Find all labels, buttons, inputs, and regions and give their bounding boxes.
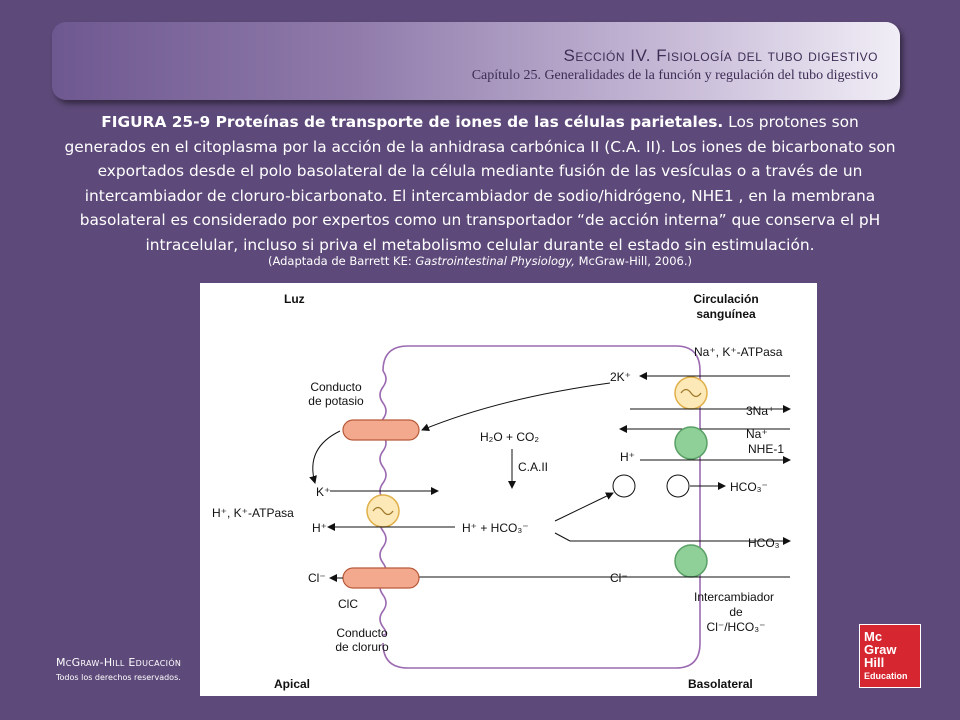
section-title: Sección IV. Fisiología del tubo digestivo <box>563 46 878 65</box>
logo-line-2: Graw <box>864 642 897 657</box>
figure-source <box>62 254 898 268</box>
to-vesicle-arrow <box>555 493 613 521</box>
h2o-co2-label: H₂O + CO₂ <box>480 430 539 444</box>
basolateral-label: Basolateral <box>688 677 753 691</box>
circulation-label-2: sanguínea <box>696 307 756 321</box>
nhe1-exchanger <box>675 427 707 459</box>
hco3-upper-label: HCO₃⁻ <box>730 480 768 494</box>
ca-ii-label: C.A.II <box>518 460 549 474</box>
source-suffix: McGraw-Hill, 2006.) <box>574 254 693 268</box>
publisher-name: McGraw-Hill Educación <box>56 656 182 669</box>
apical-label: Apical <box>274 677 311 691</box>
chapter-title: Capítulo 25. Generalidades de la función y regulación del tubo digestivo <box>471 68 878 83</box>
logo-line-1: Mc <box>864 629 883 644</box>
mcgraw-hill-logo <box>859 624 921 688</box>
cl-channel-label-2: de cloruro <box>335 640 389 654</box>
header-banner <box>52 22 900 100</box>
parietal-cell-diagram <box>200 283 817 696</box>
k-out-arrow <box>313 431 340 483</box>
nhe1-label: NHE-1 <box>748 442 785 456</box>
vesicle-left <box>613 475 635 497</box>
hco3-lower-label: HCO₃⁻ <box>748 536 786 550</box>
circulation-label-1: Circulación <box>693 292 759 306</box>
chloride-channel <box>343 568 419 588</box>
logo-line-4: Education <box>864 671 908 681</box>
source-prefix: (Adaptada de Barrett KE: <box>267 254 416 268</box>
figure-caption <box>62 110 898 257</box>
exchanger-label-2: de <box>729 605 743 619</box>
cl-right-label: Cl⁻ <box>610 571 628 585</box>
cell-membrane <box>380 346 700 668</box>
k-channel-label-1: Conducto <box>310 380 362 394</box>
k2-label: 2K⁺ <box>610 370 632 384</box>
rights-notice: Todos los derechos reservados. <box>56 673 181 682</box>
potassium-channel <box>343 420 419 440</box>
exchanger-label-1: Intercambiador <box>694 590 775 604</box>
clc-label: ClC <box>338 597 358 611</box>
cl-channel-label-1: Conducto <box>336 626 388 640</box>
diagram-svg <box>200 283 817 696</box>
exchanger-label-3: Cl⁻/HCO₃⁻ <box>706 620 766 634</box>
h-hco3-label: H⁺ + HCO₃⁻ <box>462 521 529 535</box>
logo-line-3: Hill <box>864 655 885 670</box>
h-left-label: H⁺ <box>312 521 327 535</box>
luz-label: Luz <box>284 292 305 306</box>
to-exchanger-line <box>555 533 570 541</box>
h-right-label: H⁺ <box>620 450 635 464</box>
caption-text: Los protones son generados en el citoplasma por la acción de la anhidrasa carbónica II (C.A. II). Los iones de bicarbonato son exportados desde el polo basolateral de la célula mediante fusión de las vesículas o a través de un intercambiador de cloruro-bicarbonato. El intercambiador de sodio/hidrógeno, NHE1 , en la membrana basolateral es considerado por expertos como un transportador “de acción interna” que conserva el pH intracelular, incluso si priva el metabolismo celular durante el estado sin estimulación. <box>64 113 896 254</box>
k-channel-label-2: de potasio <box>308 394 364 408</box>
source-book: Gastrointestinal Physiology, <box>415 254 575 268</box>
na-label: Na⁺ <box>746 427 768 441</box>
figure-label: FIGURA 25-9 Proteínas de transporte de iones de las células parietales. <box>101 113 724 131</box>
hk-atpase-label: H⁺, K⁺-ATPasa <box>212 506 294 520</box>
k-left-label: K⁺ <box>316 485 331 499</box>
cl-left-label: Cl⁻ <box>308 571 326 585</box>
na3-label: 3Na⁺ <box>746 404 775 418</box>
cl-hco3-exchanger <box>675 545 707 577</box>
k-to-channel-arrow <box>422 383 610 430</box>
vesicle-right <box>667 475 689 497</box>
nak-atpase-label: Na⁺, K⁺-ATPasa <box>694 345 783 359</box>
